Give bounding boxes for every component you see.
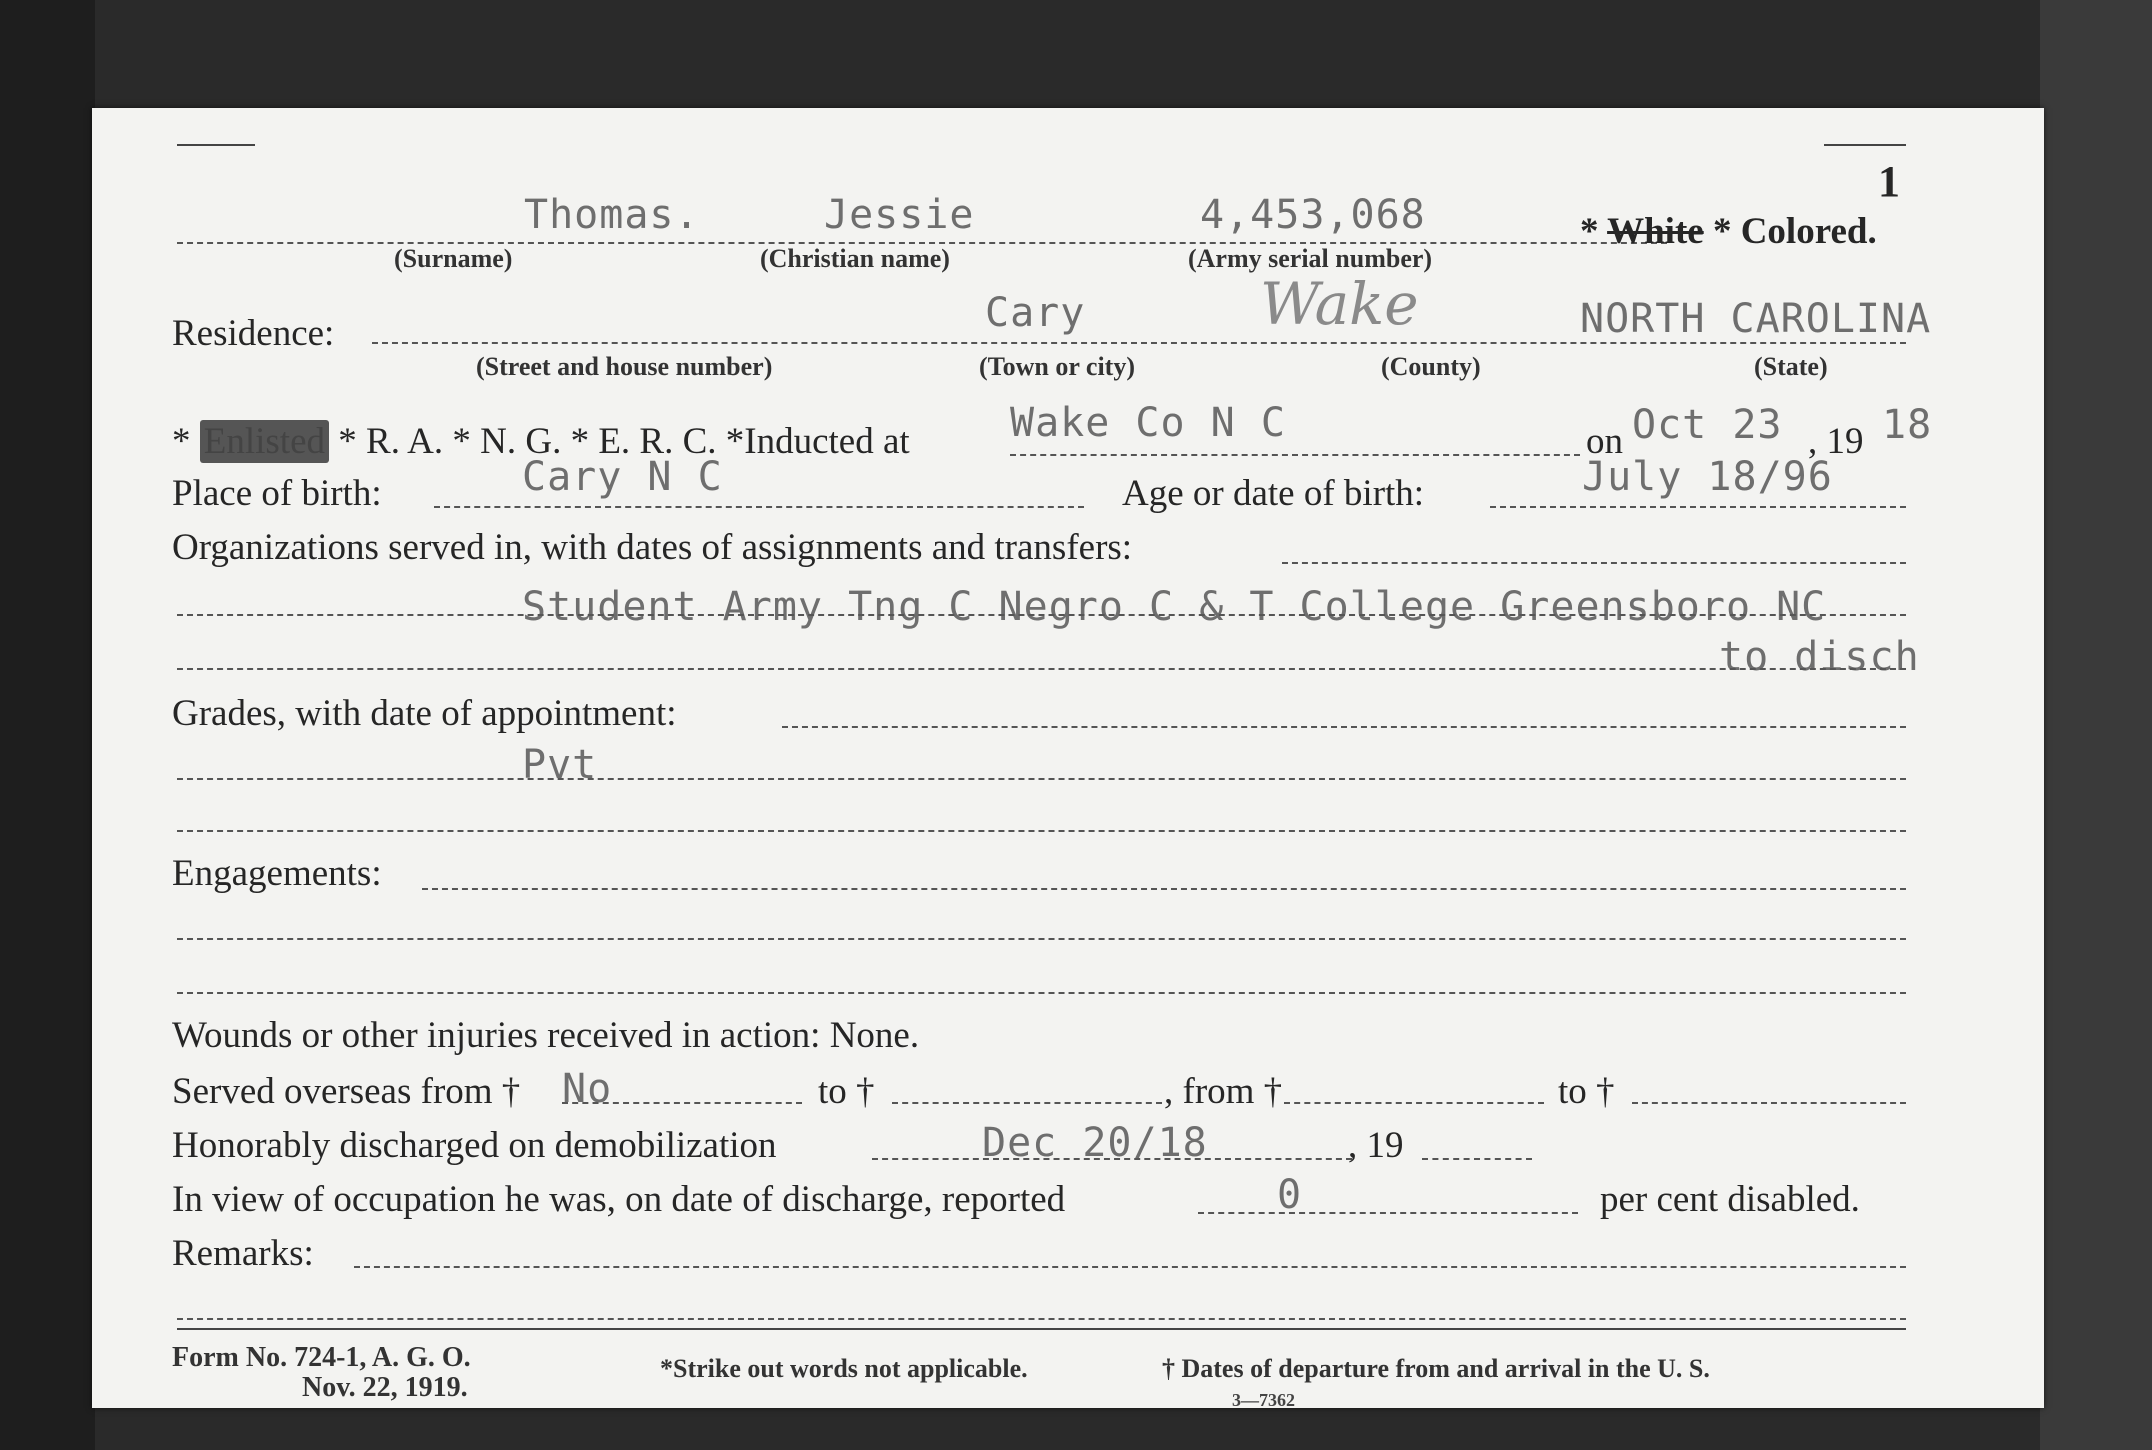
birth-date: July 18/96	[1582, 454, 1833, 500]
overseas-line-2	[892, 1102, 1162, 1104]
serial-caption: (Army serial number)	[1188, 244, 1433, 273]
race-colored: Colored.	[1740, 211, 1877, 252]
birth-date-label: Age or date of birth:	[1122, 473, 1425, 514]
organizations-line-0	[1282, 562, 1906, 564]
disability-label: In view of occupation he was, on date of discharge, reported	[172, 1179, 1066, 1220]
induction-year: 18	[1882, 402, 1933, 448]
discharge-line	[872, 1158, 1352, 1160]
disability-suffix: per cent disabled.	[1600, 1179, 1860, 1220]
residence-line	[372, 342, 1906, 344]
county-caption: (County)	[1381, 352, 1481, 381]
induction-on-label: on	[1586, 421, 1623, 462]
remarks-label: Remarks:	[172, 1233, 314, 1274]
service-record-card	[92, 108, 2044, 1408]
overseas-to-1: to †	[818, 1071, 875, 1112]
discharge-date: Dec 20/18	[982, 1120, 1208, 1166]
christian-name-caption: (Christian name)	[760, 244, 950, 273]
remarks-line-1	[177, 1318, 1906, 1320]
organizations-value-1: Student Army Tng C Negro C & T College Greensboro NC	[522, 584, 1827, 630]
residence-county: Wake	[1260, 270, 1419, 338]
top-left-rule	[177, 144, 255, 146]
birth-place-line	[434, 506, 1084, 508]
disability-value: 0	[1277, 1172, 1303, 1218]
residence-state: NORTH CAROLINA	[1580, 296, 1932, 342]
birth-place: Cary N C	[522, 454, 723, 500]
strike-note: *Strike out words not applicable.	[660, 1354, 1028, 1383]
overseas-line-1	[562, 1102, 802, 1104]
surname-caption: (Surname)	[394, 244, 513, 273]
overseas-label: Served overseas from †	[172, 1071, 521, 1112]
form-date: Nov. 22, 1919.	[302, 1372, 468, 1403]
enlisted-struck: Enlisted	[200, 420, 329, 463]
organizations-value-2: to disch	[1719, 634, 1920, 680]
remarks-line-0	[354, 1266, 1906, 1268]
top-right-rule	[1824, 144, 1906, 146]
induction-place: Wake Co N C	[1010, 400, 1286, 446]
organizations-line-2	[177, 668, 1906, 670]
residence-label: Residence:	[172, 313, 335, 354]
overseas-to-2: to †	[1558, 1071, 1615, 1112]
race-prefix-2: *	[1712, 211, 1732, 252]
induction-date: Oct 23	[1632, 402, 1783, 448]
race-field	[1580, 210, 1877, 253]
print-code: 3—7362	[1232, 1390, 1295, 1410]
engagements-line-2	[177, 992, 1906, 994]
scan-background-left	[0, 0, 95, 1450]
form-number: Form No. 724-1, A. G. O.	[172, 1342, 471, 1373]
surname-value: Thomas.	[524, 192, 700, 238]
overseas-from-2: , from †	[1164, 1071, 1283, 1112]
grades-line-1	[177, 778, 1906, 780]
serial-number-value: 4,453,068	[1200, 192, 1426, 238]
engagements-line-1	[177, 938, 1906, 940]
birth-date-line	[1490, 506, 1906, 508]
card-number: 1	[1878, 157, 1900, 206]
race-prefix: *	[1580, 211, 1599, 252]
asterisk: *	[172, 421, 200, 462]
state-caption: (State)	[1754, 352, 1828, 381]
street-caption: (Street and house number)	[476, 352, 773, 381]
overseas-line-4	[1632, 1102, 1906, 1104]
overseas-value: No	[562, 1066, 613, 1112]
grades-line-2	[177, 830, 1906, 832]
wounds-label: Wounds or other injuries received in action: None.	[172, 1015, 920, 1056]
induction-types: * R. A. * N. G. * E. R. C. *Inducted at	[338, 421, 910, 462]
engagements-label: Engagements:	[172, 853, 382, 894]
discharge-year-prefix: , 19	[1348, 1125, 1404, 1166]
overseas-line-3	[1284, 1102, 1544, 1104]
grades-value: Pvt	[522, 742, 598, 788]
induction-year-prefix: , 19	[1808, 421, 1864, 462]
induction-line	[1010, 454, 1580, 456]
discharge-year-line	[1422, 1158, 1532, 1160]
organizations-line-1	[177, 614, 1906, 616]
christian-name-value: Jessie	[824, 192, 975, 238]
organizations-label: Organizations served in, with dates of assignments and transfers:	[172, 527, 1133, 568]
disability-line	[1198, 1212, 1578, 1214]
residence-town: Cary	[985, 290, 1086, 336]
grades-label: Grades, with date of appointment:	[172, 693, 677, 734]
grades-line-0	[782, 726, 1906, 728]
town-caption: (Town or city)	[979, 352, 1135, 381]
birth-place-label: Place of birth:	[172, 473, 382, 514]
dates-note: † Dates of departure from and arrival in the U. S.	[1162, 1354, 1710, 1383]
engagements-line-0	[422, 888, 1906, 890]
race-white: White	[1607, 211, 1704, 252]
scan-background-right	[2040, 0, 2152, 1450]
discharge-label: Honorably discharged on demobilization	[172, 1125, 777, 1166]
footer-rule	[177, 1328, 1906, 1330]
